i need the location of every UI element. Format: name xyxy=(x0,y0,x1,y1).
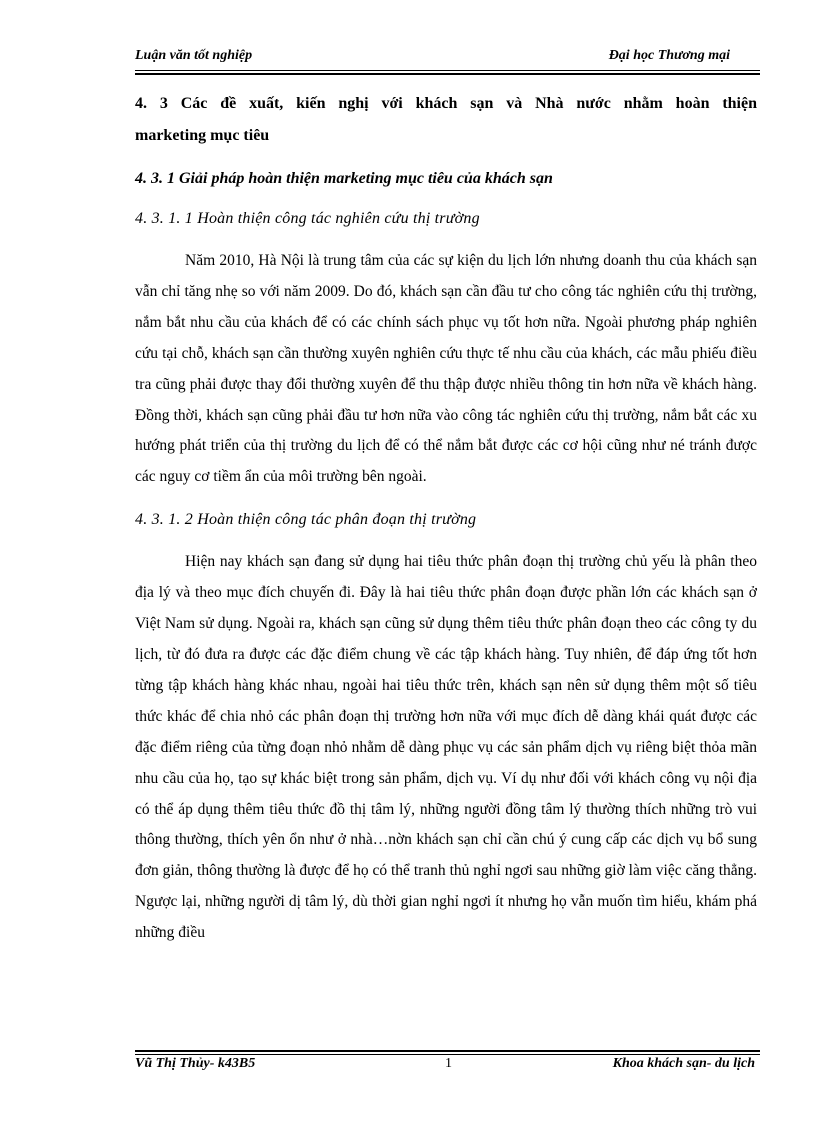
footer-divider xyxy=(135,1054,760,1055)
paragraph-research: Năm 2010, Hà Nội là trung tâm của các sự kiện du lịch lớn nhưng doanh thu của khách sạn vẫn chỉ tăng nhẹ so với năm 2009. Do đó, khách sạn cần đầu tư cho công tác nghiên cứu thị trường, nắm bắt nhu cầu của khách để có các chính sách phục vụ tốt hơn nữa. Ngoài phương pháp nghiên cứu tại chỗ, khách sạn cần thường xuyên nghiên cứu thực tế nhu cầu của khách, các mẫu phiếu điều tra cũng phải được thay đổi thường xuyên để thu thập được nhiều thông tin hơn nữa về khách hàng. Đồng thời, khách sạn cũng phải đầu tư hơn nữa vào công tác nghiên cứu thị trường, nắm bắt các xu hướng phát triển của thị trường du lịch để có thể nắm bắt được các cơ hội cũng như né tránh được các nguy cơ tiềm ẩn của môi trường bên ngoài. xyxy=(135,252,757,486)
header-thesis-label: Luận văn tốt nghiệp xyxy=(135,48,253,63)
section-heading xyxy=(135,88,757,152)
page-header xyxy=(135,48,730,70)
header-university-label: Đại học Thương mại xyxy=(608,48,730,63)
section-heading-line2: marketing mục tiêu xyxy=(135,127,270,144)
footer-faculty: Khoa khách sạn- du lịch xyxy=(612,1056,755,1071)
sub-subsection-heading-research: 4. 3. 1. 1 Hoàn thiện công tác nghiên cứu thị trường xyxy=(135,210,480,227)
subsection-heading: 4. 3. 1 Giải pháp hoàn thiện marketing mục tiêu của khách sạn xyxy=(135,170,553,187)
page-body xyxy=(135,88,757,949)
paragraph-segmentation: Hiện nay khách sạn đang sử dụng hai tiêu thức phân đoạn thị trường chủ yếu là phân theo địa lý và theo mục đích chuyến đi. Đây là hai tiêu thức phân đoạn được phần lớn các khách sạn ở Việt Nam sử dụng. Ngoài ra, khách sạn cũng sử dụng thêm tiêu thức phân đoạn theo các công ty du lịch, từ đó đưa ra được các đặc điểm chung về các tập khách hàng. Tuy nhiên, để đáp ứng tốt hơn từng tập khách hàng khác nhau, ngoài hai tiêu thức trên, khách sạn nên sử dụng thêm một số tiêu thức khác để chia nhỏ các phân đoạn thị trường hơn nữa với mục đích dễ dàng khái quát được các đặc điểm riêng của từng đoạn nhỏ nhằm dễ dàng phục vụ các sản phẩm dịch vụ riêng biệt thỏa mãn nhu cầu của họ, tạo sự khác biệt trong sản phẩm, dịch vụ. Ví dụ như đối với khách công vụ nội địa có thể áp dụng thêm tiêu thức đồ thị tâm lý, những người đồng tâm lý thường thích những trò vui thông thường, thích yên ổn như ở nhà…nờn khách sạn chỉ cần chú ý cung cấp các dịch vụ bổ sung đơn giản, thông thường là được để họ có thể tranh thủ nghỉ ngơi sau những giờ làm việc căng thẳng. Ngược lại, những người dị tâm lý, dù thời gian nghỉ ngơi ít nhưng họ vẫn muốn tìm hiểu, khám phá những điều xyxy=(135,553,757,942)
footer-author: Vũ Thị Thủy- k43B5 xyxy=(135,1056,256,1071)
header-divider xyxy=(135,70,760,71)
section-heading-line1: 4. 3 Các đề xuất, kiến nghị với khách sạn và Nhà nước nhằm hoàn thiện xyxy=(135,95,757,112)
sub-subsection-heading-segmentation: 4. 3. 1. 2 Hoàn thiện công tác phân đoạn thị trường xyxy=(135,511,477,529)
footer-divider-thick xyxy=(135,1050,760,1052)
header-divider-thick xyxy=(135,73,760,75)
page-number: 1 xyxy=(445,1056,452,1071)
page-footer xyxy=(135,1056,755,1080)
